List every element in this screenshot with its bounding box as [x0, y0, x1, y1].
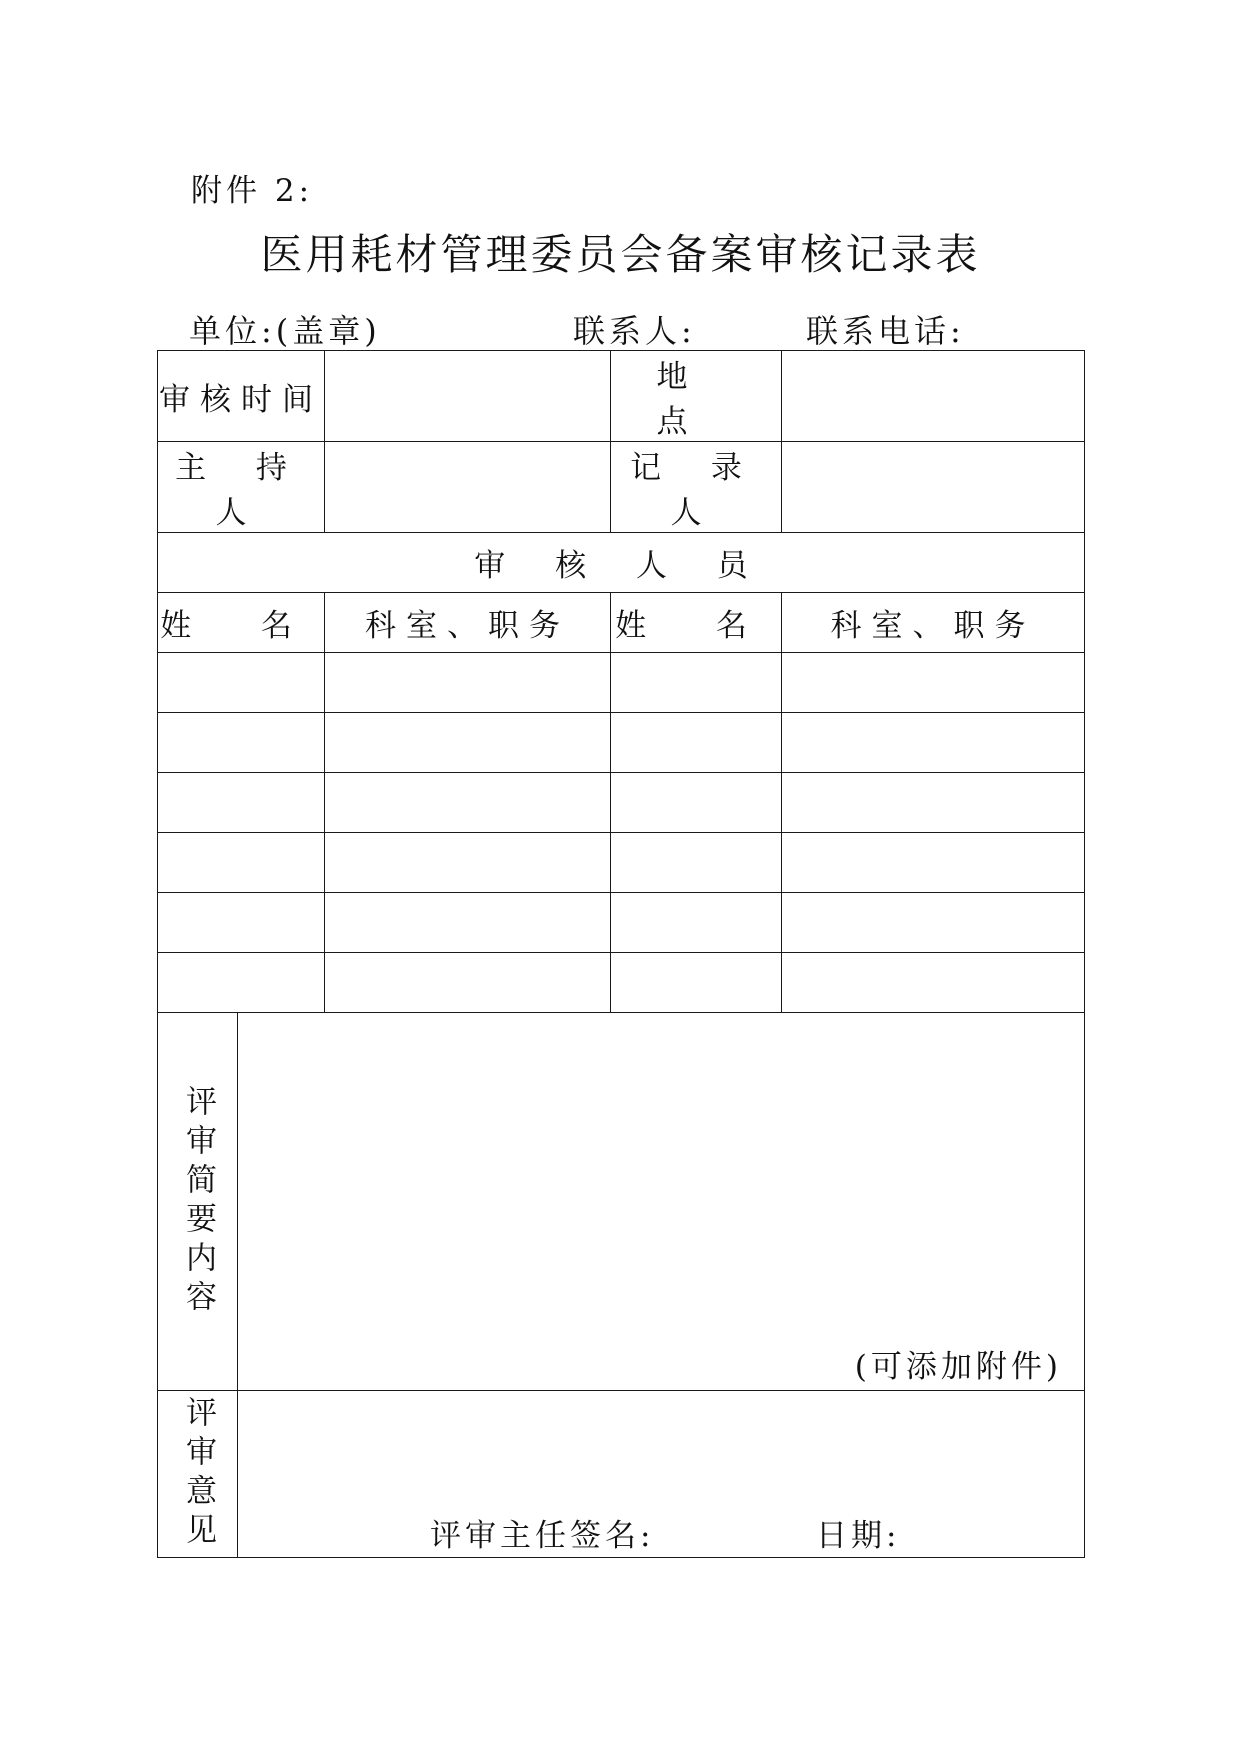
opinion-row — [158, 1391, 1085, 1558]
reviewer-dept-field[interactable] — [325, 833, 611, 893]
reviewer-name-header-right: 姓 名 — [611, 593, 782, 653]
reviewer-dept-field[interactable] — [782, 893, 1085, 953]
review-record-table — [157, 350, 1085, 1558]
reviewer-dept-field[interactable] — [325, 953, 611, 1013]
attachment-label: 附件 2: — [191, 173, 314, 209]
host-label: 主 持 人 — [158, 442, 325, 533]
reviewer-name-header-left: 姓 名 — [158, 593, 325, 653]
reviewer-dept-header-right: 科室、职务 — [782, 593, 1085, 653]
reviewer-row — [158, 953, 1085, 1013]
review-time-field[interactable] — [325, 351, 611, 442]
reviewer-dept-header-left: 科室、职务 — [325, 593, 611, 653]
recorder-label: 记 录 人 — [611, 442, 782, 533]
opinion-label-cell — [158, 1391, 238, 1558]
summary-label-cell — [158, 1013, 238, 1391]
recorder-field[interactable] — [782, 442, 1085, 533]
reviewer-row — [158, 893, 1085, 953]
reviewer-dept-field[interactable] — [782, 953, 1085, 1013]
reviewers-header-row — [158, 593, 1085, 653]
host-field[interactable] — [325, 442, 611, 533]
document-title: 医用耗材管理委员会备案审核记录表 — [260, 230, 981, 279]
reviewer-name-field[interactable] — [611, 833, 782, 893]
reviewer-name-field[interactable] — [611, 893, 782, 953]
review-time-row — [158, 351, 1085, 442]
reviewer-name-field[interactable] — [158, 833, 325, 893]
reviewer-name-field[interactable] — [158, 953, 325, 1013]
reviewer-row — [158, 653, 1085, 713]
reviewer-dept-field[interactable] — [325, 773, 611, 833]
reviewer-dept-field[interactable] — [325, 893, 611, 953]
reviewer-name-field[interactable] — [611, 653, 782, 713]
reviewer-dept-field[interactable] — [325, 653, 611, 713]
reviewer-dept-field[interactable] — [782, 833, 1085, 893]
reviewer-dept-field[interactable] — [782, 773, 1085, 833]
opinion-content-field[interactable] — [238, 1391, 1085, 1558]
summary-row — [158, 1013, 1085, 1391]
reviewer-name-field[interactable] — [158, 893, 325, 953]
summary-label: 评审简要内容 — [180, 1084, 216, 1319]
date-label: 日期: — [816, 1518, 901, 1554]
reviewer-row — [158, 833, 1085, 893]
reviewer-row — [158, 713, 1085, 773]
unit-seal-label: 单位:(盖章) — [189, 312, 381, 350]
reviewer-dept-field[interactable] — [782, 653, 1085, 713]
reviewer-name-field[interactable] — [158, 773, 325, 833]
contact-person-label: 联系人: — [573, 312, 696, 350]
reviewer-name-field[interactable] — [158, 653, 325, 713]
reviewers-section-row — [158, 533, 1085, 593]
host-row — [158, 442, 1085, 533]
contact-phone-label: 联系电话: — [806, 312, 965, 350]
reviewer-name-field[interactable] — [611, 953, 782, 1013]
location-field[interactable] — [782, 351, 1085, 442]
location-label: 地 点 — [611, 351, 782, 442]
attachment-note: (可添加附件) — [854, 1349, 1062, 1385]
reviewer-name-field[interactable] — [611, 713, 782, 773]
reviewer-row — [158, 773, 1085, 833]
reviewer-dept-field[interactable] — [782, 713, 1085, 773]
review-time-label: 审核时间 — [158, 351, 325, 442]
reviewer-dept-field[interactable] — [325, 713, 611, 773]
reviewers-section-title: 审 核 人 员 — [158, 533, 1085, 593]
reviewer-name-field[interactable] — [611, 773, 782, 833]
summary-content-field[interactable] — [238, 1013, 1085, 1391]
reviewer-name-field[interactable] — [158, 713, 325, 773]
director-signature-label: 评审主任签名: — [430, 1518, 655, 1554]
opinion-label: 评审意见 — [180, 1396, 216, 1552]
